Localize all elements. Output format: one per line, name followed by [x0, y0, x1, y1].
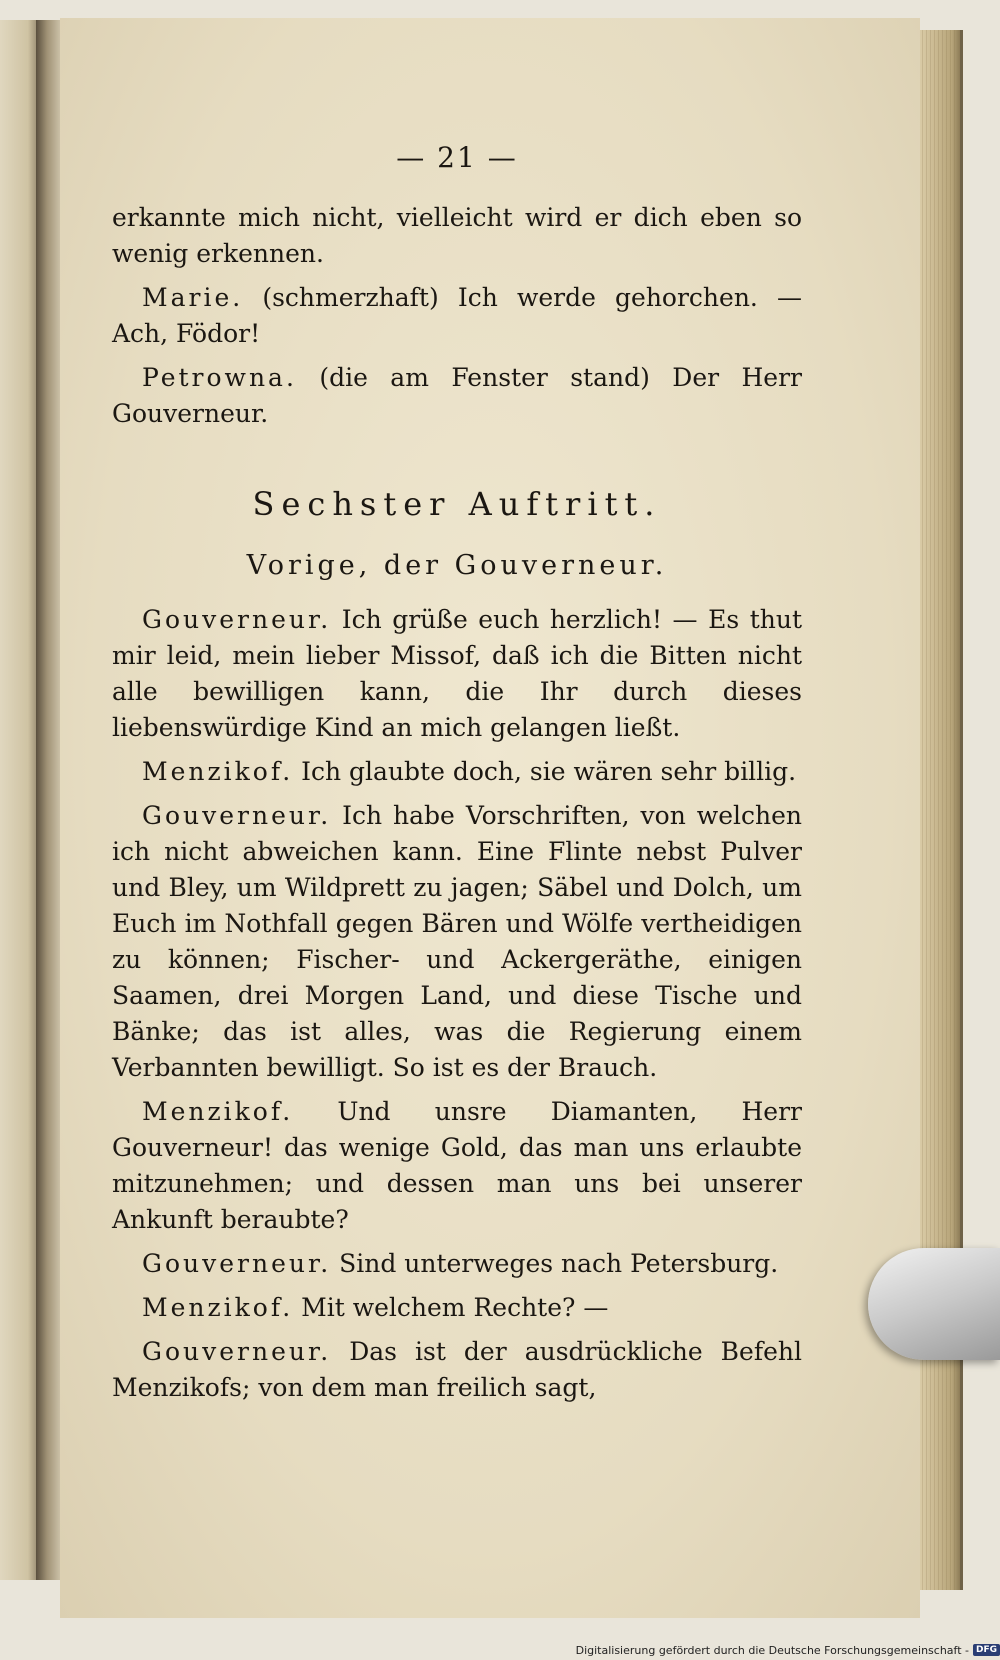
line-text: Ich glaubte doch, sie wären sehr billig. [301, 757, 797, 786]
lines-after [112, 602, 802, 1406]
text-line [112, 1290, 802, 1326]
line-text: Sind unterweges nach Petersburg. [339, 1249, 779, 1278]
lines-before [112, 200, 802, 432]
page-clip [868, 1248, 1000, 1360]
page-number: — 21 — [396, 141, 518, 174]
speaker-name: Marie. [142, 283, 244, 312]
text-line [112, 1334, 802, 1406]
digitization-footer [575, 1640, 1000, 1660]
text-line [112, 798, 802, 1086]
line-text: Das ist der ausdrückliche Befehl Menzikofs; von dem man freilich sagt, [112, 1337, 802, 1402]
text-line [112, 754, 802, 790]
text-line [112, 360, 802, 432]
left-page-edge [0, 20, 40, 1580]
speaker-name: Petrowna. [142, 363, 297, 392]
speaker-name: Gouverneur. [142, 605, 332, 634]
text-line [112, 280, 802, 352]
speaker-name: Menzikof. [142, 1293, 294, 1322]
line-text: (schmerzhaft) Ich werde gehorchen. — Ach, Födor! [112, 283, 803, 348]
speaker-name: Gouverneur. [142, 1249, 332, 1278]
speaker-name: Gouverneur. [142, 801, 332, 830]
text-line [112, 1094, 802, 1238]
line-text: Und unsre Diamanten, Herr Gouverneur! das wenige Gold, das man uns erlaubte mitzunehmen; und dessen man uns bei unserer Ankunft beraubte? [112, 1097, 802, 1234]
speaker-name: Menzikof. [142, 757, 294, 786]
line-text: Mit welchem Rechte? — [301, 1293, 609, 1322]
text-line [112, 602, 802, 746]
line-text: Ich grüße euch herzlich! — Es thut mir leid, mein lieber Missof, daß ich die Bitten nicht alle bewilligen kann, die Ihr durch dieses liebenswürdige Kind an mich gelangen ließt. [112, 605, 802, 742]
page-text [112, 140, 802, 1414]
speaker-name: Menzikof. [142, 1097, 294, 1126]
speaker-name: Gouverneur. [142, 1337, 332, 1366]
dfg-logo-icon: DFG [973, 1644, 1000, 1656]
line-text: erkannte mich nicht, vielleicht wird er dich eben so wenig erkennen. [112, 203, 802, 268]
scene-heading: Sechster Auftritt. [252, 485, 662, 523]
line-text: Ich habe Vorschriften, von welchen ich nicht abweichen kann. Eine Flinte nebst Pulver und Bley, um Wildprett zu jagen; Säbel und Dolch, um Euch im Nothfall gegen Bären und Wölfe vertheidigen zu können; Fischer- und Ackergeräthe, einigen Saamen, drei Morgen Land, und diese Tische und Bänke; das ist alles, was die Regierung einem Verbannten bewilligt. So ist es der Brauch. [112, 801, 802, 1082]
text-line [112, 200, 802, 272]
line-text: (die am Fenster stand) Der Herr Gouverneur. [112, 363, 802, 428]
scene-subheading: Vorige, der Gouverneur. [246, 550, 668, 581]
footer-text: Digitalisierung gefördert durch die Deutsche Forschungsgemeinschaft - [575, 1643, 969, 1657]
text-line [112, 1246, 802, 1282]
